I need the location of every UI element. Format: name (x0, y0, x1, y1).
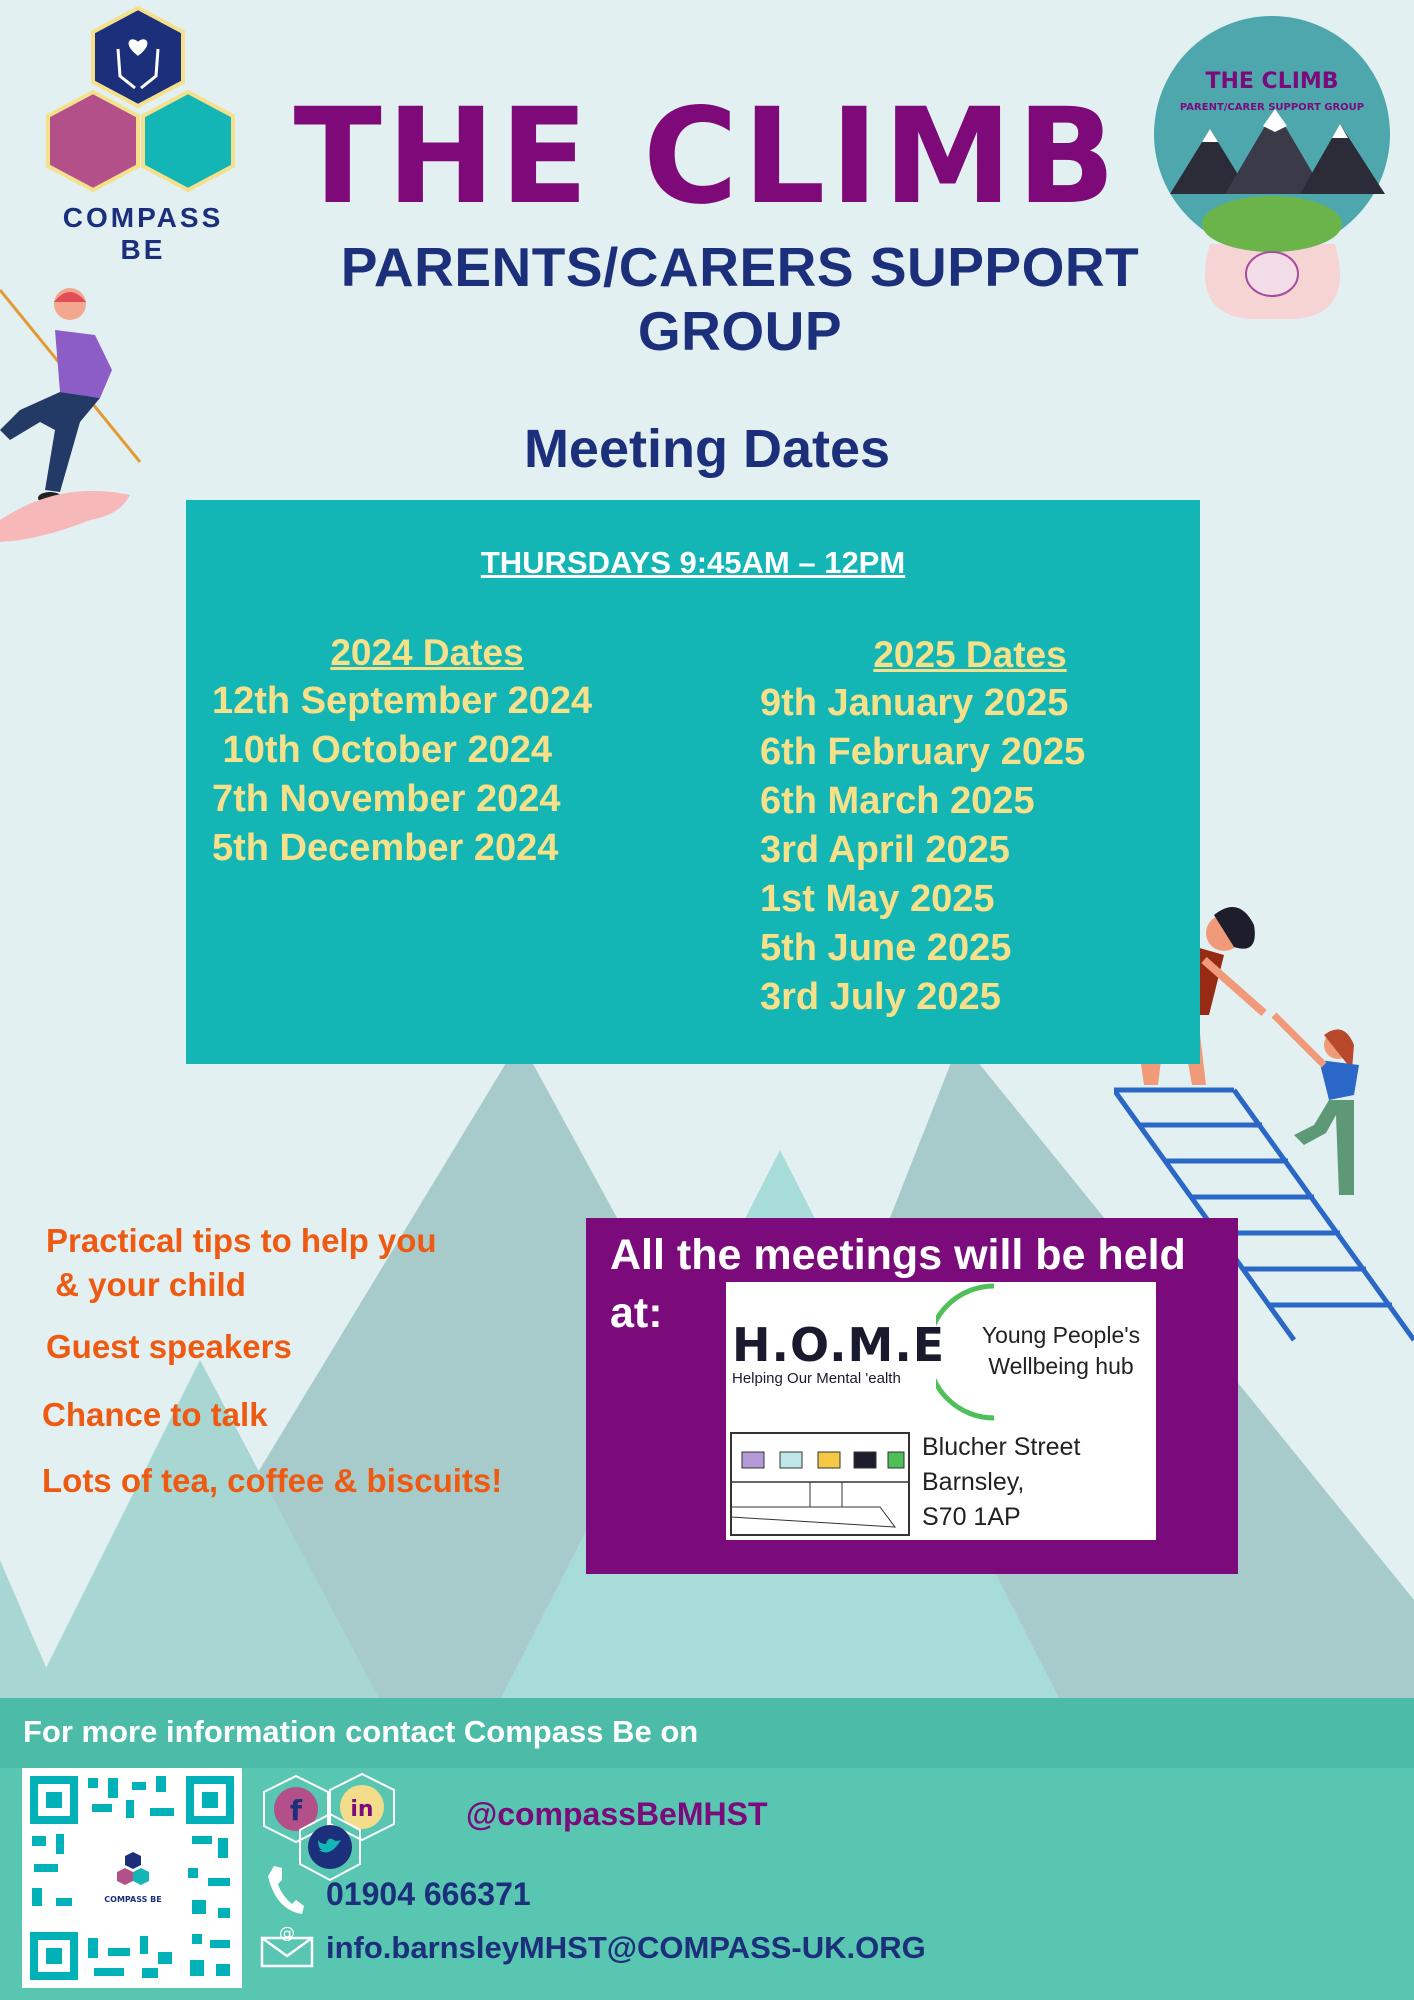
dates-2025-column (760, 630, 1180, 1022)
date-item: 3rd July 2025 (760, 976, 1001, 1018)
meeting-dates-panel (186, 500, 1200, 1064)
date-item: 5th June 2025 (760, 927, 1012, 969)
hub-line: Young People's (981, 1322, 1141, 1348)
social-handle[interactable]: @compassBeMHST (466, 1796, 768, 1832)
home-logo: H.O.M.E (732, 1318, 946, 1372)
feature-item: & your child (46, 1266, 246, 1303)
qr-code-pattern (22, 1768, 242, 1988)
feature-item: Practical tips to help you (46, 1222, 437, 1259)
dates-2025-heading: 2025 Dates (873, 634, 1067, 675)
date-item: 7th November 2024 (212, 778, 561, 820)
venue-heading-line: at: (610, 1289, 663, 1337)
badge-subtitle: PARENT/CARER SUPPORT GROUP (1179, 102, 1365, 113)
feature-item: Chance to talk (42, 1396, 268, 1433)
home-tagline: Helping Our Mental 'ealth (732, 1370, 901, 1387)
dates-2024-column (212, 628, 642, 873)
date-item: 9th January 2025 (760, 682, 1069, 724)
meeting-times: THURSDAYS 9:45AM – 12PM (480, 545, 906, 580)
email-address[interactable]: info.barnsleyMHST@COMPASS-UK.ORG (326, 1930, 926, 1965)
climber-illustration (0, 280, 145, 550)
page-subtitle: PARENTS/CARERS SUPPORT GROUP (340, 236, 1140, 362)
date-item: 5th December 2024 (212, 827, 559, 869)
date-item: 12th September 2024 (212, 680, 593, 722)
date-item: 6th March 2025 (760, 780, 1035, 822)
qr-code[interactable] (22, 1768, 242, 1988)
hub-line: Wellbeing hub (988, 1353, 1134, 1379)
dates-2024-heading: 2024 Dates (330, 632, 524, 673)
feature-item: Lots of tea, coffee & biscuits! (42, 1462, 503, 1499)
venue-panel (586, 1218, 1238, 1574)
email-icon (260, 1924, 314, 1968)
date-item: 3rd April 2025 (760, 829, 1010, 871)
compass-be-wordmark: COMPASS BE (62, 202, 224, 265)
date-item: 1st May 2025 (760, 878, 995, 920)
address-line: S70 1AP (922, 1503, 1021, 1531)
venue-address (922, 1430, 1080, 1535)
meeting-dates-heading: Meeting Dates (523, 419, 891, 479)
building-map-icon (730, 1432, 910, 1536)
date-item: 10th October 2024 (212, 729, 553, 771)
phone-icon (266, 1864, 306, 1916)
page-title: THE CLIMB (293, 80, 1121, 234)
contact-footer (0, 1698, 1414, 2000)
address-line: Barnsley, (922, 1468, 1025, 1496)
svg-text:f: f (289, 1794, 303, 1827)
venue-heading-line: All the meetings will be held (610, 1231, 1186, 1279)
qr-logo-text: COMPASS BE (104, 1895, 162, 1904)
badge-title: THE CLIMB (1205, 69, 1339, 94)
address-line: Blucher Street (922, 1433, 1081, 1461)
wellbeing-hub-label (966, 1320, 1156, 1382)
feature-item: Guest speakers (46, 1328, 292, 1365)
svg-text:in: in (350, 1797, 374, 1822)
contact-intro: For more information contact Compass Be on (23, 1714, 699, 1749)
date-item: 6th February 2025 (760, 731, 1086, 773)
venue-card (726, 1282, 1156, 1540)
phone-number[interactable]: 01904 666371 (326, 1876, 531, 1912)
svg-text:@: @ (279, 1924, 295, 1942)
